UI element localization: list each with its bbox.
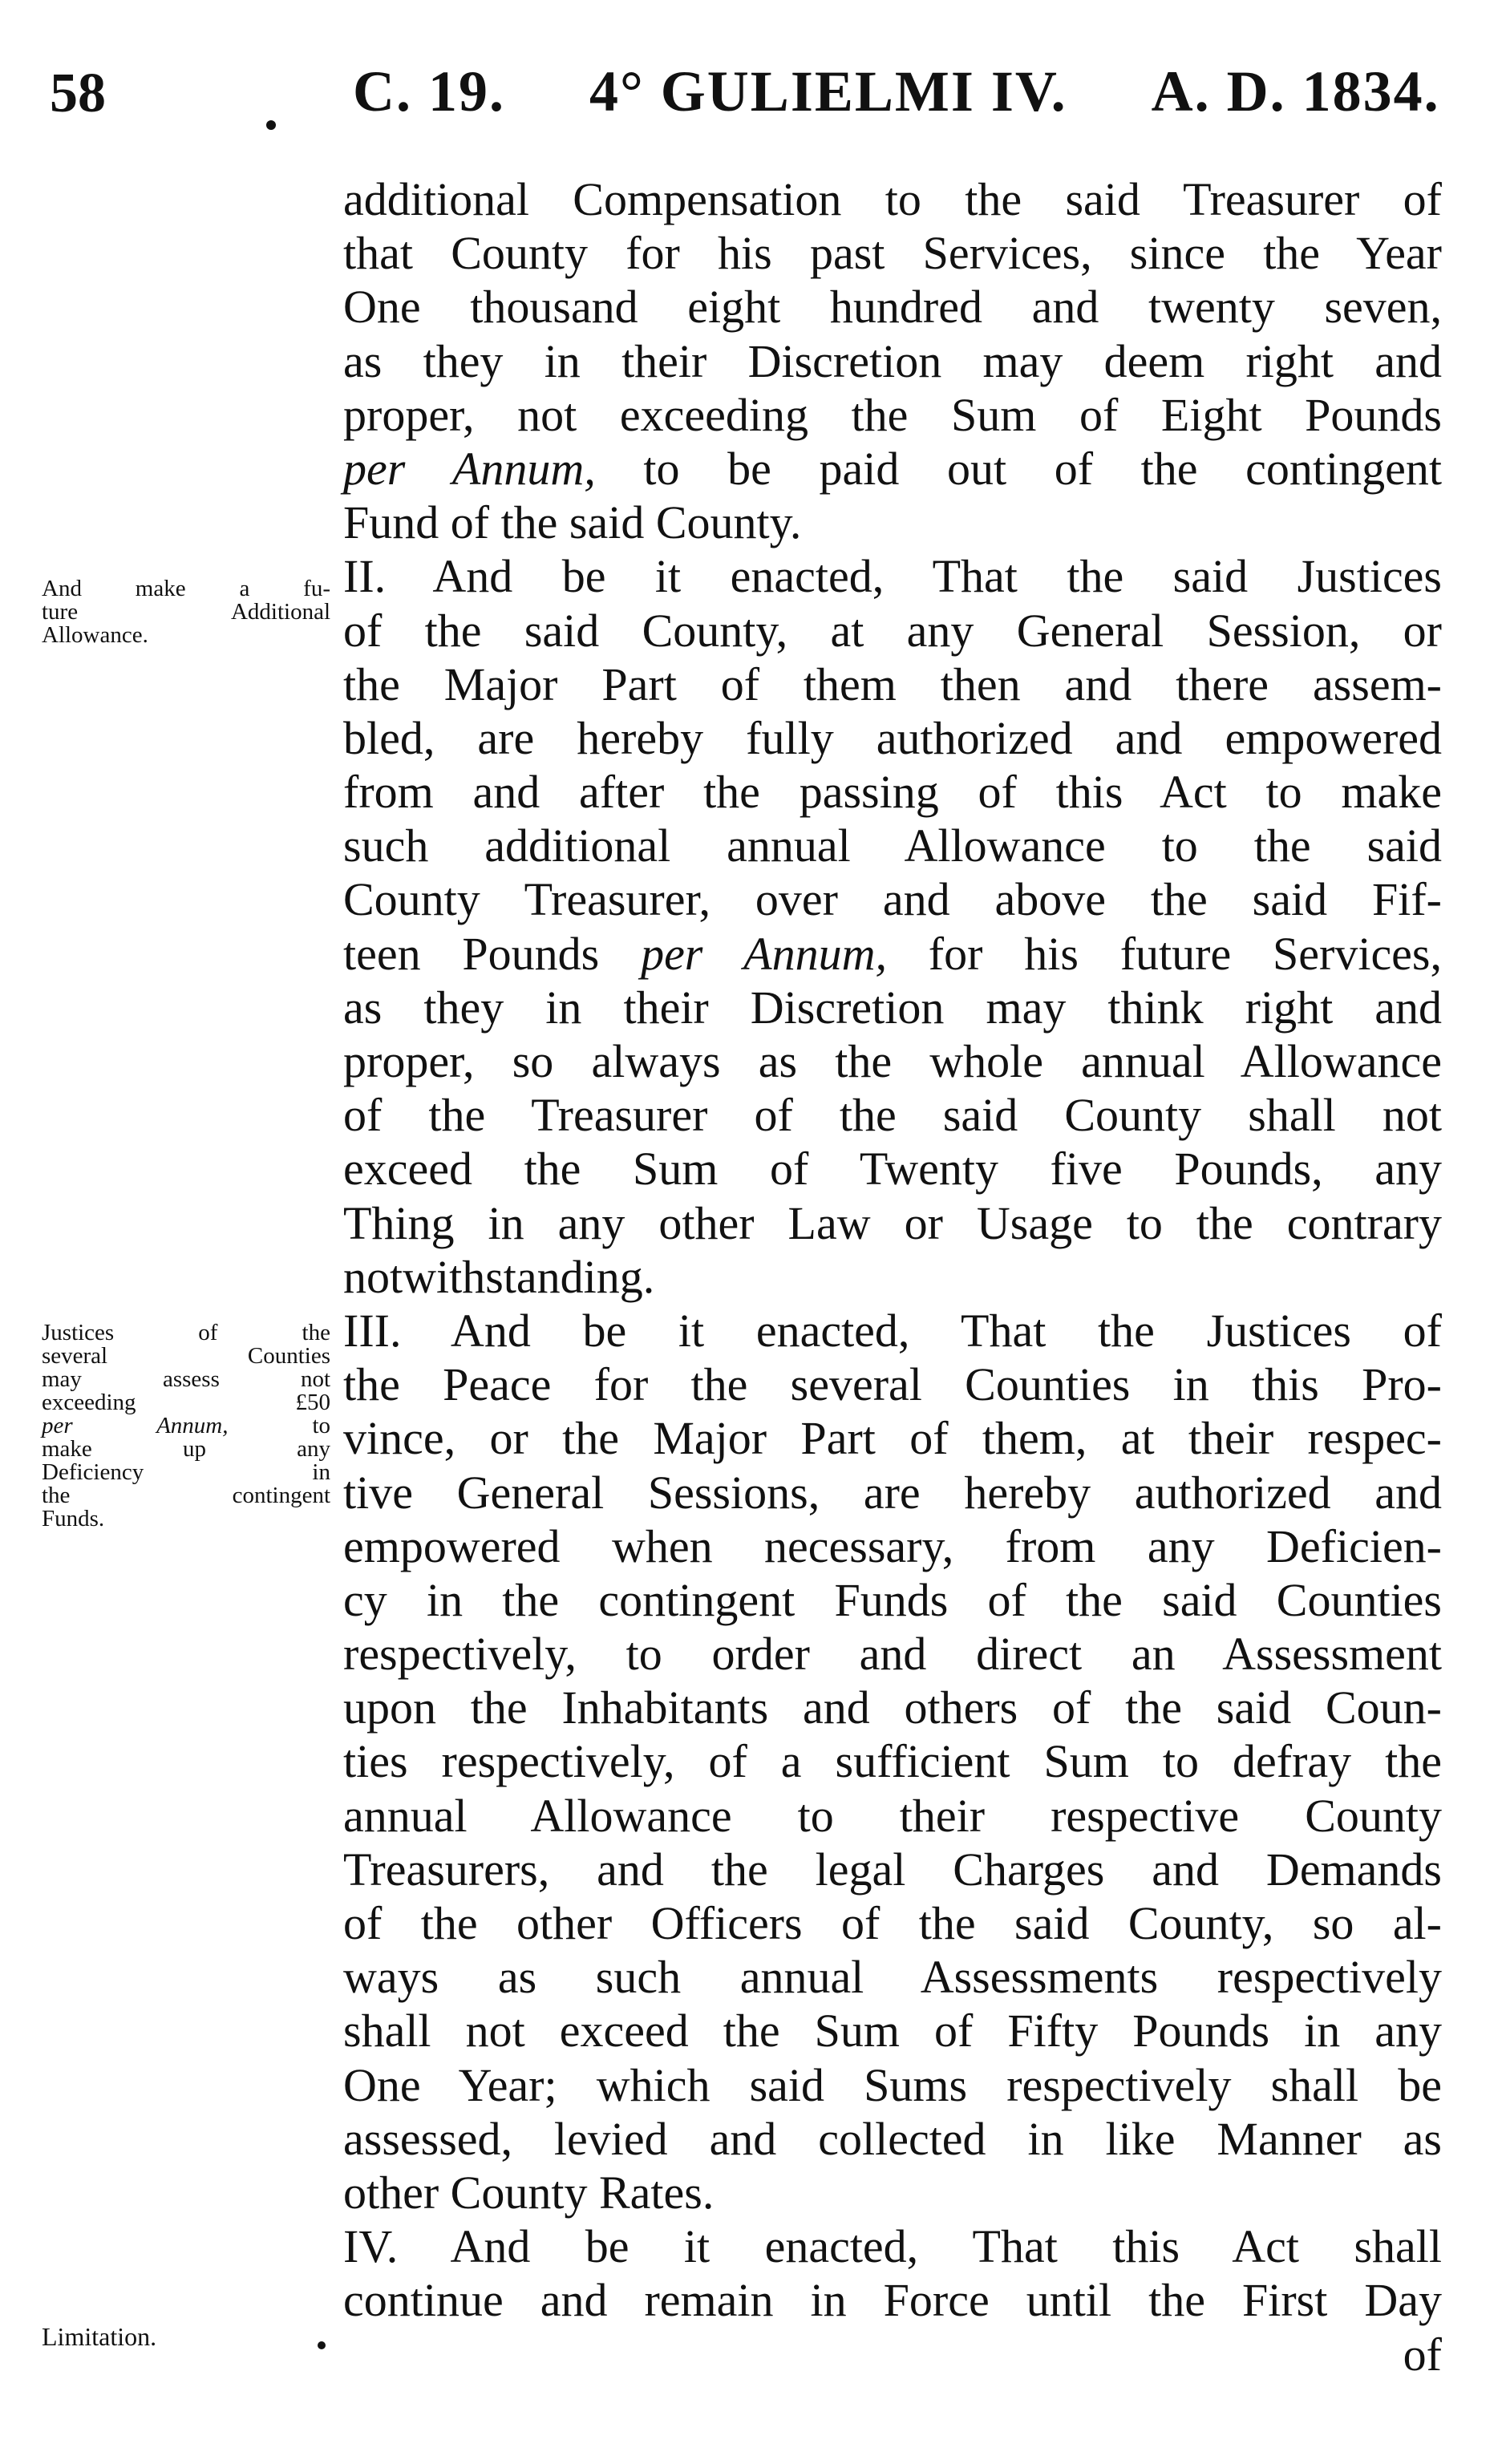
text-fragment: teen Pounds (343, 927, 600, 980)
text-line: continue and remain in Force until the First Day (343, 2274, 1442, 2327)
text-fragment: to be paid out of the contingent (643, 442, 1442, 495)
text-line: vince, or the Major Part of them, at their respec- (343, 1412, 1442, 1465)
text-line: notwithstanding. (343, 1250, 655, 1303)
text-line: the Peace for the several Counties in this Pro- (343, 1358, 1442, 1411)
text-line: as they in their Discretion may think right and (343, 981, 1442, 1034)
margin-note-line: Limitation. (42, 2322, 157, 2351)
text-line: of the Treasurer of the said County shall not (343, 1089, 1442, 1142)
text-fragment: for his future Services, (928, 927, 1442, 980)
margin-note-line: the contingent (42, 1483, 330, 1508)
margin-note-line: And make a fu- (42, 576, 330, 601)
catchword: of (1403, 2328, 1442, 2381)
text-line: tive General Sessions, are hereby authorized and (343, 1466, 1442, 1519)
margin-note-line: Deficiency in (42, 1459, 330, 1485)
margin-note-line: ture Additional (42, 599, 330, 625)
text-line: One thousand eight hundred and twenty seven, (343, 281, 1442, 334)
text-line: upon the Inhabitants and others of the said Coun- (343, 1681, 1442, 1734)
year: A. D. 1834. (1151, 59, 1440, 123)
text-line: other County Rates. (343, 2166, 715, 2219)
text-line: ways as such annual Assessments respectively (343, 1951, 1442, 2004)
text-line: One Year; which said Sums respectively shall be (343, 2058, 1442, 2111)
margin-note-line: Justices of the (42, 1320, 330, 1345)
text-line: proper, so always as the whole annual Allowance (343, 1035, 1442, 1087)
text-line: that County for his past Services, since the Year (343, 227, 1442, 280)
text-line: of the other Officers of the said County, so al- (343, 1897, 1442, 1949)
margin-note-line: Allowance. (42, 622, 148, 648)
text-line (343, 442, 1442, 496)
text-line: assessed, levied and collected in like Manner as (343, 2112, 1442, 2165)
margin-note-limitation (42, 2322, 330, 2351)
text-line: Thing in any other Law or Usage to the contrary (343, 1196, 1442, 1249)
text-line: such additional annual Allowance to the said (343, 819, 1442, 872)
running-head (353, 59, 1440, 123)
text-line: exceed the Sum of Twenty five Pounds, any (343, 1143, 1442, 1196)
chapter-number: C. 19. (353, 59, 505, 123)
header-dot (266, 120, 276, 130)
text-line: proper, not exceeding the Sum of Eight Pounds (343, 388, 1442, 441)
regnal-title: 4° GULIELMI IV. (589, 59, 1067, 123)
margin-note-line: several Counties (42, 1343, 330, 1369)
section-4-start: IV. And be it enacted, That this Act shall (343, 2220, 1442, 2273)
text-line: of the said County, at any General Session, or (343, 604, 1442, 657)
margin-note-assessment (42, 1321, 330, 1531)
text-line: from and after the passing of this Act to make (343, 766, 1442, 819)
text-line: Fund of the said County. (343, 496, 802, 549)
text-line: County Treasurer, over and above the said Fif- (343, 873, 1442, 926)
section-2-start: II. And be it enacted, That the said Justices (343, 550, 1442, 603)
page-number: 58 (50, 63, 106, 124)
text-line: the Major Part of them then and there assem- (343, 657, 1442, 710)
main-text (343, 172, 1442, 2381)
text-line: additional Compensation to the said Treasurer of (343, 173, 1442, 225)
text-line: annual Allowance to their respective County (343, 1789, 1442, 1842)
text-fragment: to (312, 1413, 331, 1438)
text-line: cy in the contingent Funds of the said Counties (343, 1573, 1442, 1626)
section-3-start: III. And be it enacted, That the Justices of (343, 1304, 1442, 1357)
text-line: bled, are hereby fully authorized and empowered (343, 711, 1442, 764)
text-line: shall not exceed the Sum of Fifty Pounds in any (343, 2005, 1442, 2057)
margin-note-line: Funds. (42, 1506, 105, 1531)
text-line: respectively, to order and direct an Assessment (343, 1628, 1442, 1681)
text-line (343, 927, 1442, 981)
text-line: empowered when necessary, from any Deficien- (343, 1519, 1442, 1572)
margin-note-line: exceeding £50 (42, 1390, 330, 1415)
margin-note-line: make up any (42, 1436, 330, 1462)
italic-per-annum: per Annum, (641, 927, 887, 980)
text-line: ties respectively, of a sufficient Sum to defray the (343, 1735, 1442, 1788)
text-line: Treasurers, and the legal Charges and Demands (343, 1843, 1442, 1896)
italic-per-annum: per Annum, (42, 1413, 229, 1438)
bullet-dot (318, 2341, 326, 2349)
margin-note-line: may assess not (42, 1366, 330, 1392)
text-line: as they in their Discretion may deem right and (343, 334, 1442, 387)
italic-per-annum: per Annum, (343, 442, 596, 495)
margin-note-future-allowance (42, 577, 330, 647)
margin-note-line (42, 1414, 330, 1438)
